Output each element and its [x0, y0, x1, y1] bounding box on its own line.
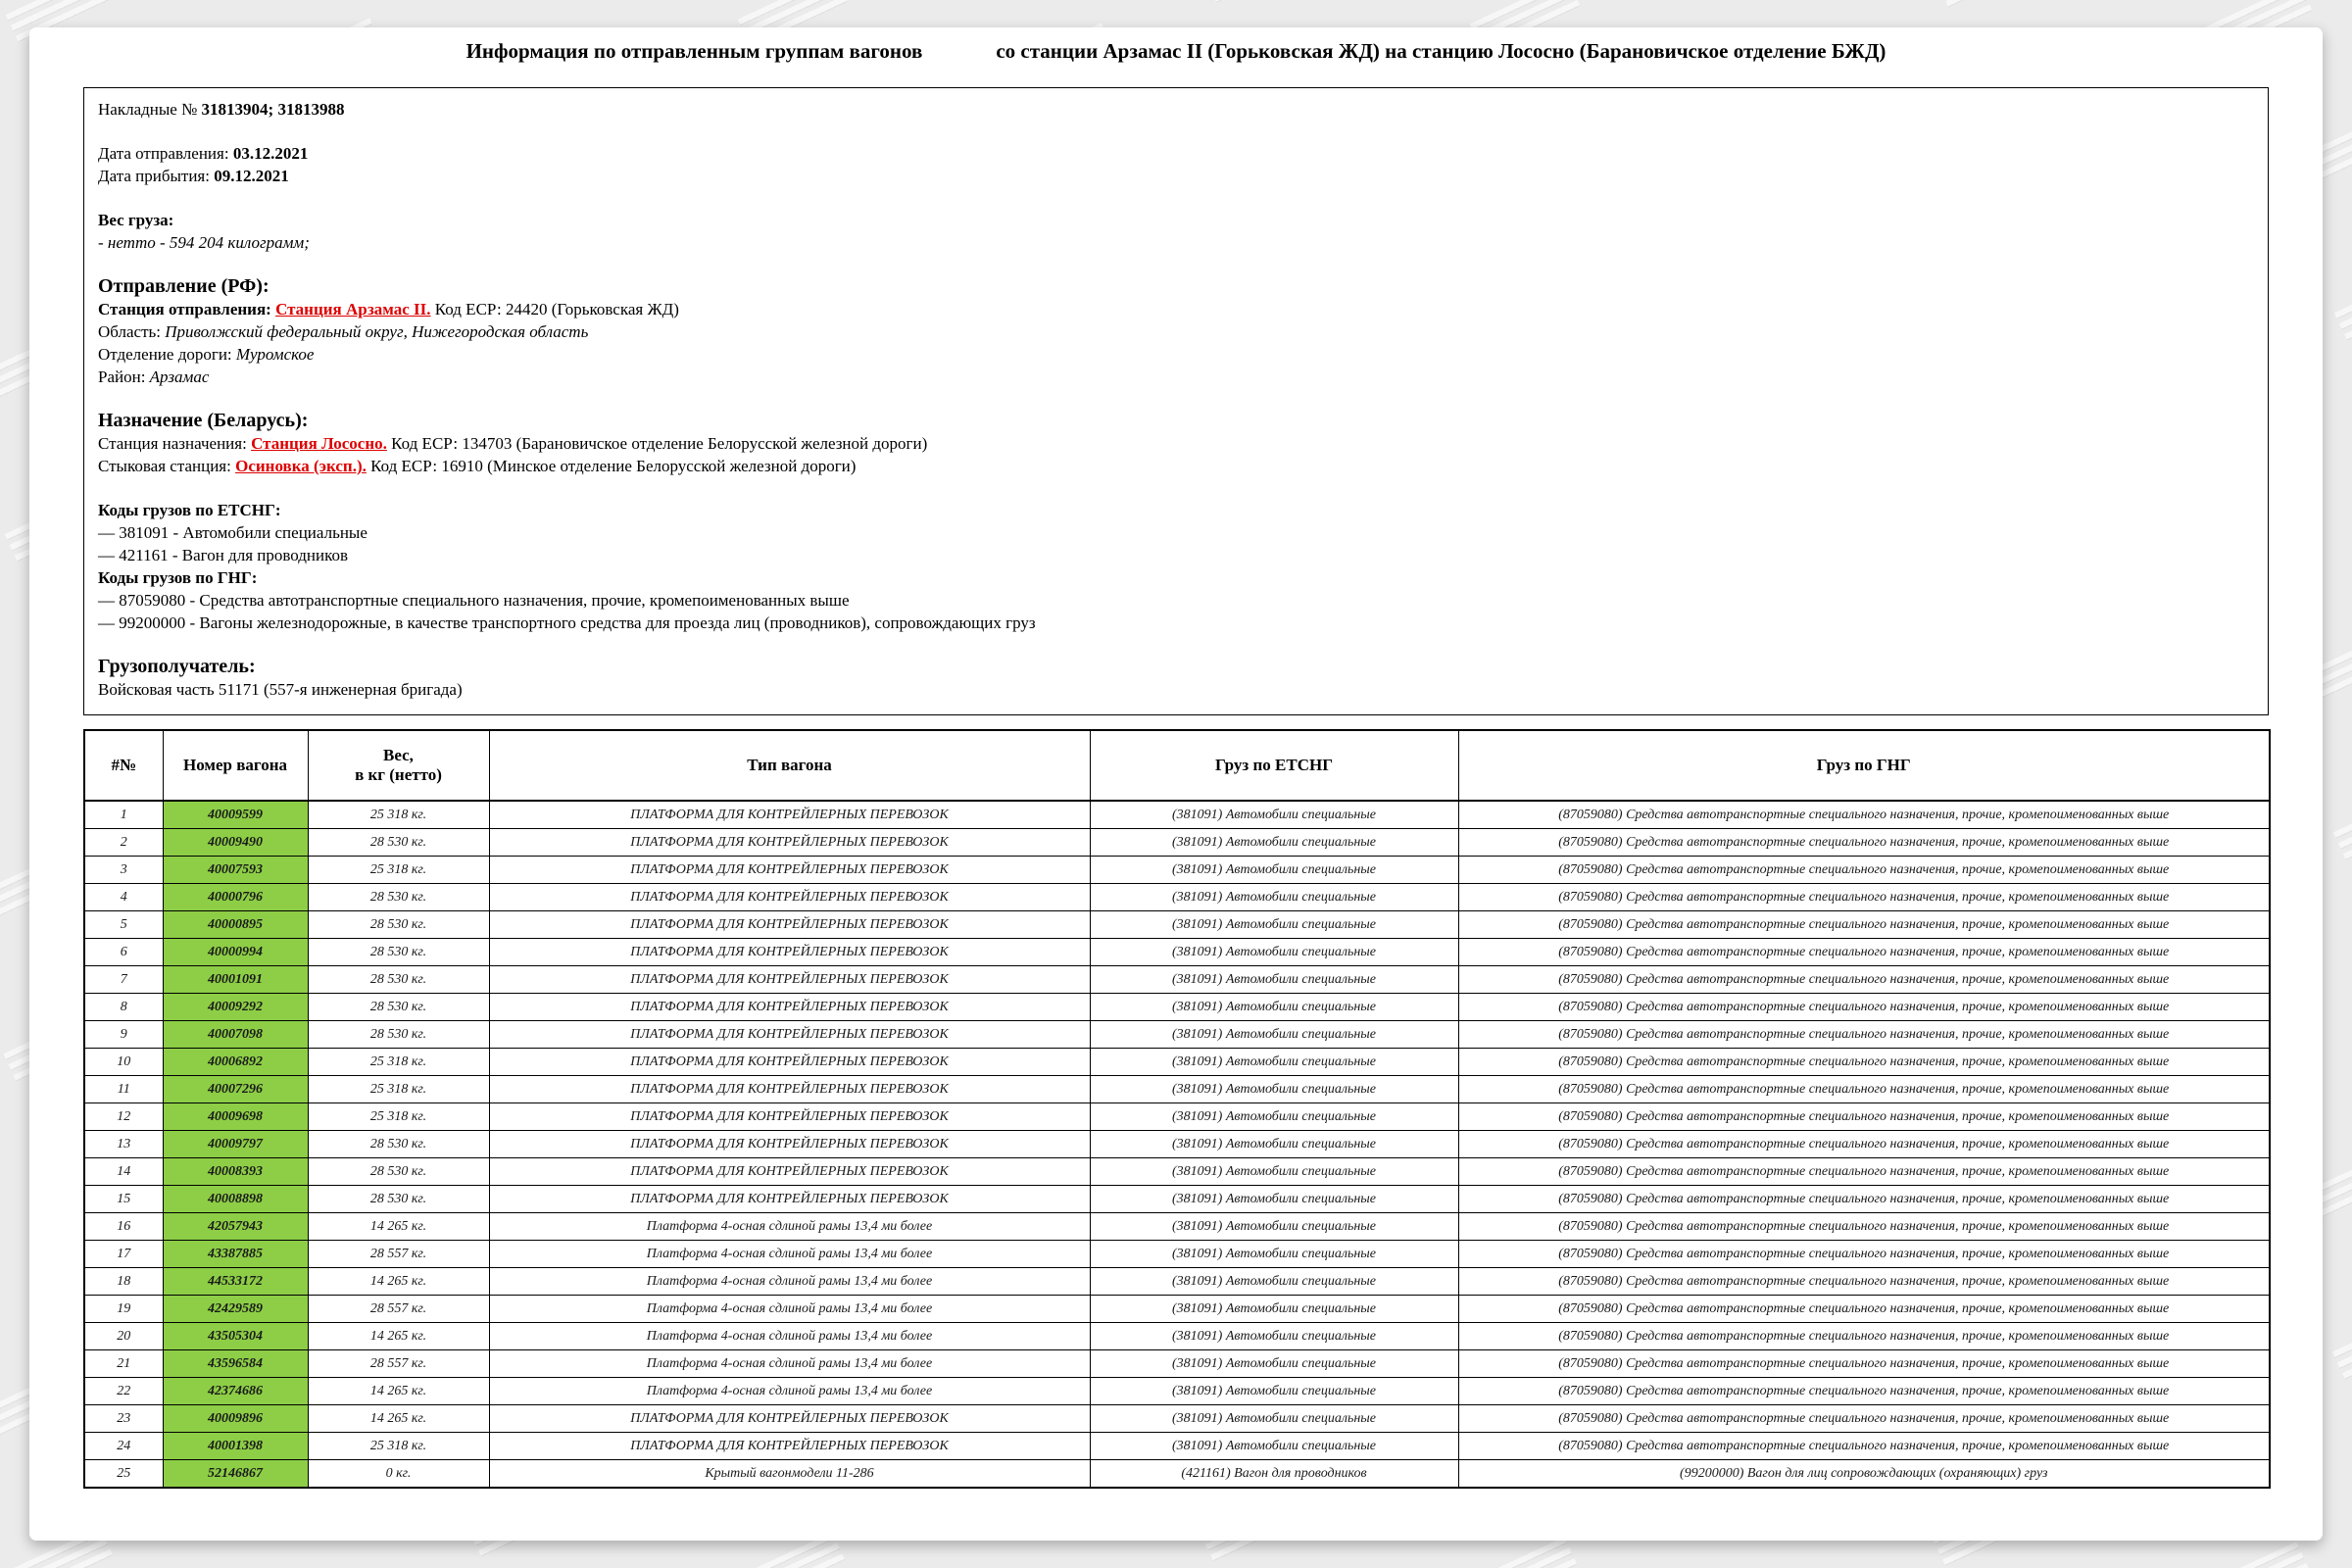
cargo-gng-cell: (87059080) Средства автотранспортные специального назначения, прочие, кромепоименованных выше	[1458, 1103, 2270, 1131]
weight-cell: 28 557 кг.	[308, 1350, 489, 1378]
destination-section-heading: Назначение (Беларусь):	[98, 410, 309, 431]
cargo-etsng-cell: (381091) Автомобили специальные	[1090, 1433, 1458, 1460]
weight-cell: 14 265 кг.	[308, 1323, 489, 1350]
cargo-etsng-cell: (381091) Автомобили специальные	[1090, 1049, 1458, 1076]
weight-cell: 28 530 кг.	[308, 1158, 489, 1186]
weight-cell: 28 557 кг.	[308, 1241, 489, 1268]
weight-cell: 28 530 кг.	[308, 1021, 489, 1049]
division-value: Муромское	[235, 345, 315, 364]
wagon-number-cell: 40000796	[163, 884, 308, 911]
row-index-cell: 21	[84, 1350, 163, 1378]
wagon-type-cell: ПЛАТФОРМА ДЛЯ КОНТРЕЙЛЕРНЫХ ПЕРЕВОЗОК	[489, 801, 1090, 829]
weight-cell: 28 530 кг.	[308, 911, 489, 939]
spacer	[98, 121, 2254, 142]
row-index-cell: 20	[84, 1323, 163, 1350]
wagon-number-cell: 43387885	[163, 1241, 308, 1268]
wagon-number-cell: 43596584	[163, 1350, 308, 1378]
spacer	[98, 388, 2254, 410]
junction-station-rest: Код ЕСР: 16910 (Минское отделение Белорусской железной дороги)	[370, 457, 857, 475]
wagon-number-cell: 40001091	[163, 966, 308, 994]
row-index-cell: 9	[84, 1021, 163, 1049]
weight-cell: 28 530 кг.	[308, 1131, 489, 1158]
wagon-number-cell: 43505304	[163, 1323, 308, 1350]
row-index-cell: 25	[84, 1460, 163, 1489]
cargo-etsng-cell: (381091) Автомобили специальные	[1090, 1158, 1458, 1186]
district-value: Арзамас	[149, 368, 210, 386]
wagon-type-cell: ПЛАТФОРМА ДЛЯ КОНТРЕЙЛЕРНЫХ ПЕРЕВОЗОК	[489, 994, 1090, 1021]
table-row	[84, 1076, 2270, 1103]
wagon-type-cell: Платформа 4-осная сдлиной рамы 13,4 ми более	[489, 1241, 1090, 1268]
table-row	[84, 911, 2270, 939]
wagon-type-cell: ПЛАТФОРМА ДЛЯ КОНТРЕЙЛЕРНЫХ ПЕРЕВОЗОК	[489, 884, 1090, 911]
row-index-cell: 4	[84, 884, 163, 911]
row-index-cell: 24	[84, 1433, 163, 1460]
cargo-gng-cell: (87059080) Средства автотранспортные специального назначения, прочие, кромепоименованных выше	[1458, 939, 2270, 966]
waybills-label: Накладные №	[98, 100, 198, 119]
row-index-cell: 8	[84, 994, 163, 1021]
cargo-etsng-cell: (381091) Автомобили специальные	[1090, 1323, 1458, 1350]
weight-cell: 14 265 кг.	[308, 1213, 489, 1241]
wagon-number-cell: 40008393	[163, 1158, 308, 1186]
weight-cell: 28 557 кг.	[308, 1296, 489, 1323]
cargo-gng-cell: (87059080) Средства автотранспортные специального назначения, прочие, кромепоименованных выше	[1458, 801, 2270, 829]
gng-code-line: — 87059080 - Средства автотранспортные специального назначения, прочие, кромепоименованных выше	[98, 591, 850, 610]
division-label: Отделение дороги:	[98, 345, 232, 364]
cargo-gng-cell: (99200000) Вагон для лиц сопровождающих (охраняющих) груз	[1458, 1460, 2270, 1489]
gng-codes-heading: Коды грузов по ГНГ:	[98, 568, 258, 587]
header-cargo-etsng: Груз по ЕТСНГ	[1090, 730, 1458, 801]
wagons-table	[83, 729, 2271, 1489]
consignee-value: Войсковая часть 51171 (557-я инженерная бригада)	[98, 680, 463, 699]
table-row	[84, 1350, 2270, 1378]
weight-cell: 25 318 кг.	[308, 857, 489, 884]
weight-cell: 28 530 кг.	[308, 1186, 489, 1213]
destination-station-label: Станция назначения:	[98, 434, 247, 453]
departure-station-line	[98, 298, 2254, 320]
document-sheet	[29, 27, 2323, 1541]
table-row	[84, 884, 2270, 911]
weight-cell: 25 318 кг.	[308, 1103, 489, 1131]
waybills-line	[98, 98, 2254, 121]
cargo-gng-cell: (87059080) Средства автотранспортные специального назначения, прочие, кромепоименованных выше	[1458, 1323, 2270, 1350]
weight-cell: 0 кг.	[308, 1460, 489, 1489]
header-wagon-type: Тип вагона	[489, 730, 1090, 801]
cargo-gng-cell: (87059080) Средства автотранспортные специального назначения, прочие, кромепоименованных выше	[1458, 994, 2270, 1021]
oblast-label: Область:	[98, 322, 161, 341]
row-index-cell: 5	[84, 911, 163, 939]
wagon-number-cell: 40009292	[163, 994, 308, 1021]
cargo-gng-cell: (87059080) Средства автотранспортные специального назначения, прочие, кромепоименованных выше	[1458, 1021, 2270, 1049]
junction-station-link[interactable]: Осиновка (эксп.).	[235, 457, 367, 475]
division-line	[98, 343, 2254, 366]
row-index-cell: 17	[84, 1241, 163, 1268]
row-index-cell: 19	[84, 1296, 163, 1323]
cargo-etsng-cell: (381091) Автомобили специальные	[1090, 1021, 1458, 1049]
weight-cell: 25 318 кг.	[308, 1076, 489, 1103]
wagon-number-cell: 40007296	[163, 1076, 308, 1103]
wagon-number-cell: 40009698	[163, 1103, 308, 1131]
wagon-number-cell: 42057943	[163, 1213, 308, 1241]
cargo-etsng-cell: (381091) Автомобили специальные	[1090, 994, 1458, 1021]
etsng-code-line: — 421161 - Вагон для проводников	[98, 546, 349, 564]
document-content	[29, 87, 2323, 1489]
oblast-line	[98, 320, 2254, 343]
cargo-etsng-cell: (421161) Вагон для проводников	[1090, 1460, 1458, 1489]
table-row	[84, 1021, 2270, 1049]
arrival-date-label: Дата прибытия:	[98, 167, 210, 185]
row-index-cell: 15	[84, 1186, 163, 1213]
row-index-cell: 7	[84, 966, 163, 994]
row-index-cell: 11	[84, 1076, 163, 1103]
weight-cell: 14 265 кг.	[308, 1268, 489, 1296]
weight-cell: 14 265 кг.	[308, 1378, 489, 1405]
table-row	[84, 1049, 2270, 1076]
cargo-gng-cell: (87059080) Средства автотранспортные специального назначения, прочие, кромепоименованных выше	[1458, 1378, 2270, 1405]
weight-cell: 28 530 кг.	[308, 939, 489, 966]
wagon-number-cell: 40009490	[163, 829, 308, 857]
row-index-cell: 6	[84, 939, 163, 966]
wagon-number-cell: 40009599	[163, 801, 308, 829]
wagon-type-cell: Платформа 4-осная сдлиной рамы 13,4 ми более	[489, 1350, 1090, 1378]
wagon-type-cell: Платформа 4-осная сдлиной рамы 13,4 ми более	[489, 1323, 1090, 1350]
table-row	[84, 1323, 2270, 1350]
oblast-value: Приволжский федеральный округ, Нижегородская область	[165, 322, 589, 341]
header-wagon-number: Номер вагона	[163, 730, 308, 801]
destination-station-link[interactable]: Станция Лососно.	[251, 434, 387, 453]
cargo-gng-cell: (87059080) Средства автотранспортные специального назначения, прочие, кромепоименованных выше	[1458, 1131, 2270, 1158]
cargo-gng-cell: (87059080) Средства автотранспортные специального назначения, прочие, кромепоименованных выше	[1458, 966, 2270, 994]
wagon-type-cell: ПЛАТФОРМА ДЛЯ КОНТРЕЙЛЕРНЫХ ПЕРЕВОЗОК	[489, 1158, 1090, 1186]
table-row	[84, 857, 2270, 884]
table-row	[84, 1213, 2270, 1241]
table-row	[84, 1460, 2270, 1489]
junction-station-line	[98, 455, 2254, 477]
table-row	[84, 1296, 2270, 1323]
row-index-cell: 12	[84, 1103, 163, 1131]
cargo-gng-cell: (87059080) Средства автотранспортные специального назначения, прочие, кромепоименованных выше	[1458, 1049, 2270, 1076]
cargo-gng-cell: (87059080) Средства автотранспортные специального назначения, прочие, кромепоименованных выше	[1458, 1268, 2270, 1296]
weight-cell: 28 530 кг.	[308, 966, 489, 994]
wagon-type-cell: Платформа 4-осная сдлиной рамы 13,4 ми более	[489, 1268, 1090, 1296]
row-index-cell: 1	[84, 801, 163, 829]
table-row	[84, 994, 2270, 1021]
destination-station-line	[98, 432, 2254, 455]
weight-heading: Вес груза:	[98, 211, 174, 229]
cargo-etsng-cell: (381091) Автомобили специальные	[1090, 1405, 1458, 1433]
spacer	[98, 634, 2254, 656]
weight-cell: 14 265 кг.	[308, 1405, 489, 1433]
district-line	[98, 366, 2254, 388]
departure-section-heading: Отправление (РФ):	[98, 275, 270, 297]
cargo-etsng-cell: (381091) Автомобили специальные	[1090, 1268, 1458, 1296]
cargo-gng-cell: (87059080) Средства автотранспортные специального назначения, прочие, кромепоименованных выше	[1458, 1241, 2270, 1268]
spacer	[98, 187, 2254, 209]
junction-station-label: Стыковая станция:	[98, 457, 231, 475]
table-row	[84, 1241, 2270, 1268]
weight-cell: 28 530 кг.	[308, 884, 489, 911]
wagon-type-cell: ПЛАТФОРМА ДЛЯ КОНТРЕЙЛЕРНЫХ ПЕРЕВОЗОК	[489, 966, 1090, 994]
departure-date-line	[98, 142, 2254, 165]
cargo-etsng-cell: (381091) Автомобили специальные	[1090, 1131, 1458, 1158]
row-index-cell: 16	[84, 1213, 163, 1241]
wagon-number-cell: 40001398	[163, 1433, 308, 1460]
table-row	[84, 966, 2270, 994]
cargo-gng-cell: (87059080) Средства автотранспортные специального назначения, прочие, кромепоименованных выше	[1458, 911, 2270, 939]
departure-station-label: Станция отправления:	[98, 300, 271, 318]
weight-cell: 25 318 кг.	[308, 1433, 489, 1460]
wagon-type-cell: ПЛАТФОРМА ДЛЯ КОНТРЕЙЛЕРНЫХ ПЕРЕВОЗОК	[489, 1076, 1090, 1103]
wagon-number-cell: 40006892	[163, 1049, 308, 1076]
wagon-type-cell: ПЛАТФОРМА ДЛЯ КОНТРЕЙЛЕРНЫХ ПЕРЕВОЗОК	[489, 829, 1090, 857]
wagon-number-cell: 40009797	[163, 1131, 308, 1158]
cargo-etsng-cell: (381091) Автомобили специальные	[1090, 1350, 1458, 1378]
table-row	[84, 1158, 2270, 1186]
cargo-gng-cell: (87059080) Средства автотранспортные специального назначения, прочие, кромепоименованных выше	[1458, 1158, 2270, 1186]
cargo-gng-cell: (87059080) Средства автотранспортные специального назначения, прочие, кромепоименованных выше	[1458, 1296, 2270, 1323]
page-title-part2: со станции Арзамас II (Горьковская ЖД) на станцию Лососно (Барановичское отделение БЖД)	[996, 39, 1886, 63]
departure-date-value: 03.12.2021	[232, 144, 309, 163]
cargo-gng-cell: (87059080) Средства автотранспортные специального назначения, прочие, кромепоименованных выше	[1458, 884, 2270, 911]
wagon-number-cell: 40008898	[163, 1186, 308, 1213]
row-index-cell: 23	[84, 1405, 163, 1433]
table-row	[84, 939, 2270, 966]
weight-cell: 28 530 кг.	[308, 994, 489, 1021]
wagon-type-cell: Крытый вагонмодели 11-286	[489, 1460, 1090, 1489]
wagon-type-cell: ПЛАТФОРМА ДЛЯ КОНТРЕЙЛЕРНЫХ ПЕРЕВОЗОК	[489, 1021, 1090, 1049]
wagon-type-cell: ПЛАТФОРМА ДЛЯ КОНТРЕЙЛЕРНЫХ ПЕРЕВОЗОК	[489, 1405, 1090, 1433]
wagon-type-cell: ПЛАТФОРМА ДЛЯ КОНТРЕЙЛЕРНЫХ ПЕРЕВОЗОК	[489, 911, 1090, 939]
table-row	[84, 1103, 2270, 1131]
header-weight-line2: в кг (нетто)	[355, 765, 442, 784]
weight-cell: 25 318 кг.	[308, 1049, 489, 1076]
wagon-type-cell: ПЛАТФОРМА ДЛЯ КОНТРЕЙЛЕРНЫХ ПЕРЕВОЗОК	[489, 1103, 1090, 1131]
cargo-etsng-cell: (381091) Автомобили специальные	[1090, 829, 1458, 857]
wagon-type-cell: ПЛАТФОРМА ДЛЯ КОНТРЕЙЛЕРНЫХ ПЕРЕВОЗОК	[489, 1186, 1090, 1213]
departure-station-link[interactable]: Станция Арзамас II.	[275, 300, 431, 318]
wagons-table-body	[84, 801, 2270, 1488]
table-row	[84, 1433, 2270, 1460]
wagon-number-cell: 40000895	[163, 911, 308, 939]
cargo-etsng-cell: (381091) Автомобили специальные	[1090, 1186, 1458, 1213]
cargo-gng-cell: (87059080) Средства автотранспортные специального назначения, прочие, кромепоименованных выше	[1458, 1350, 2270, 1378]
wagon-number-cell: 40007098	[163, 1021, 308, 1049]
wagon-type-cell: Платформа 4-осная сдлиной рамы 13,4 ми более	[489, 1213, 1090, 1241]
spacer	[98, 477, 2254, 499]
wagon-number-cell: 42374686	[163, 1378, 308, 1405]
cargo-gng-cell: (87059080) Средства автотранспортные специального назначения, прочие, кромепоименованных выше	[1458, 1076, 2270, 1103]
cargo-etsng-cell: (381091) Автомобили специальные	[1090, 911, 1458, 939]
wagon-number-cell: 40009896	[163, 1405, 308, 1433]
cargo-gng-cell: (87059080) Средства автотранспортные специального назначения, прочие, кромепоименованных выше	[1458, 1186, 2270, 1213]
row-index-cell: 3	[84, 857, 163, 884]
cargo-gng-cell: (87059080) Средства автотранспортные специального назначения, прочие, кромепоименованных выше	[1458, 829, 2270, 857]
wagon-type-cell: ПЛАТФОРМА ДЛЯ КОНТРЕЙЛЕРНЫХ ПЕРЕВОЗОК	[489, 857, 1090, 884]
wagon-number-cell: 40007593	[163, 857, 308, 884]
header-num: #№	[84, 730, 163, 801]
header-cargo-gng: Груз по ГНГ	[1458, 730, 2270, 801]
spacer	[98, 254, 2254, 275]
cargo-gng-cell: (87059080) Средства автотранспортные специального назначения, прочие, кромепоименованных выше	[1458, 1213, 2270, 1241]
destination-station-rest: Код ЕСР: 134703 (Барановичское отделение Белорусской железной дороги)	[391, 434, 928, 453]
row-index-cell: 18	[84, 1268, 163, 1296]
cargo-etsng-cell: (381091) Автомобили специальные	[1090, 884, 1458, 911]
table-row	[84, 829, 2270, 857]
cargo-etsng-cell: (381091) Автомобили специальные	[1090, 1378, 1458, 1405]
table-row	[84, 801, 2270, 829]
gng-code-line: — 99200000 - Вагоны железнодорожные, в качестве транспортного средства для проезда лиц (проводников), сопровождающих груз	[98, 613, 1036, 632]
district-label: Район:	[98, 368, 146, 386]
row-index-cell: 14	[84, 1158, 163, 1186]
row-index-cell: 2	[84, 829, 163, 857]
wagon-type-cell: ПЛАТФОРМА ДЛЯ КОНТРЕЙЛЕРНЫХ ПЕРЕВОЗОК	[489, 1433, 1090, 1460]
cargo-etsng-cell: (381091) Автомобили специальные	[1090, 1076, 1458, 1103]
wagon-number-cell: 42429589	[163, 1296, 308, 1323]
shipment-info-box	[83, 87, 2269, 715]
row-index-cell: 22	[84, 1378, 163, 1405]
departure-date-label: Дата отправления:	[98, 144, 229, 163]
cargo-etsng-cell: (381091) Автомобили специальные	[1090, 966, 1458, 994]
cargo-etsng-cell: (381091) Автомобили специальные	[1090, 1296, 1458, 1323]
table-row	[84, 1405, 2270, 1433]
weight-netto-line: - нетто - 594 204 килограмм;	[98, 233, 310, 252]
cargo-etsng-cell: (381091) Автомобили специальные	[1090, 1213, 1458, 1241]
cargo-etsng-cell: (381091) Автомобили специальные	[1090, 939, 1458, 966]
wagon-type-cell: Платформа 4-осная сдлиной рамы 13,4 ми более	[489, 1296, 1090, 1323]
header-weight	[308, 730, 489, 801]
header-weight-line1: Вес,	[383, 746, 414, 764]
wagon-number-cell: 52146867	[163, 1460, 308, 1489]
cargo-etsng-cell: (381091) Автомобили специальные	[1090, 801, 1458, 829]
page-title	[29, 39, 2323, 64]
cargo-etsng-cell: (381091) Автомобили специальные	[1090, 857, 1458, 884]
cargo-etsng-cell: (381091) Автомобили специальные	[1090, 1241, 1458, 1268]
table-row	[84, 1131, 2270, 1158]
wagon-type-cell: ПЛАТФОРМА ДЛЯ КОНТРЕЙЛЕРНЫХ ПЕРЕВОЗОК	[489, 1131, 1090, 1158]
cargo-etsng-cell: (381091) Автомобили специальные	[1090, 1103, 1458, 1131]
arrival-date-line	[98, 165, 2254, 187]
wagon-number-cell: 44533172	[163, 1268, 308, 1296]
departure-station-rest: Код ЕСР: 24420 (Горьковская ЖД)	[434, 300, 679, 318]
consignee-heading: Грузополучатель:	[98, 656, 256, 677]
table-row	[84, 1378, 2270, 1405]
page-title-part1: Информация по отправленным группам вагонов	[466, 39, 923, 63]
waybills-value: 31813904; 31813988	[201, 100, 345, 119]
wagon-type-cell: ПЛАТФОРМА ДЛЯ КОНТРЕЙЛЕРНЫХ ПЕРЕВОЗОК	[489, 939, 1090, 966]
cargo-gng-cell: (87059080) Средства автотранспортные специального назначения, прочие, кромепоименованных выше	[1458, 1405, 2270, 1433]
weight-cell: 25 318 кг.	[308, 801, 489, 829]
row-index-cell: 10	[84, 1049, 163, 1076]
row-index-cell: 13	[84, 1131, 163, 1158]
wagons-table-header	[84, 730, 2270, 801]
weight-cell: 28 530 кг.	[308, 829, 489, 857]
wagon-number-cell: 40000994	[163, 939, 308, 966]
cargo-gng-cell: (87059080) Средства автотранспортные специального назначения, прочие, кромепоименованных выше	[1458, 857, 2270, 884]
wagon-type-cell: Платформа 4-осная сдлиной рамы 13,4 ми более	[489, 1378, 1090, 1405]
arrival-date-value: 09.12.2021	[214, 167, 289, 185]
etsng-codes-heading: Коды грузов по ЕТСНГ:	[98, 501, 281, 519]
cargo-gng-cell: (87059080) Средства автотранспортные специального назначения, прочие, кромепоименованных выше	[1458, 1433, 2270, 1460]
etsng-code-line: — 381091 - Автомобили специальные	[98, 523, 368, 542]
table-row	[84, 1186, 2270, 1213]
wagon-type-cell: ПЛАТФОРМА ДЛЯ КОНТРЕЙЛЕРНЫХ ПЕРЕВОЗОК	[489, 1049, 1090, 1076]
table-row	[84, 1268, 2270, 1296]
